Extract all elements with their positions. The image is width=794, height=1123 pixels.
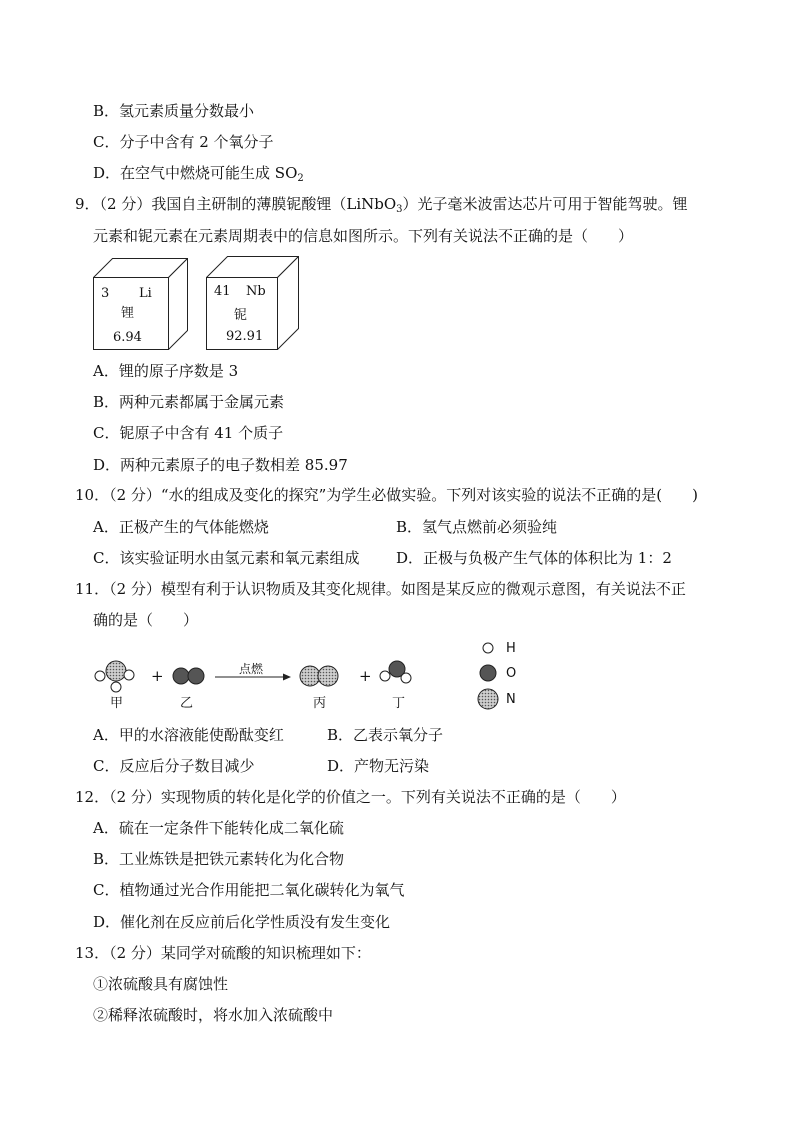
molecule-yi-o2 — [173, 668, 204, 684]
reaction-condition: 点燃 — [239, 662, 264, 676]
nb-atomic-mass: 92.91 — [226, 329, 264, 344]
q8-option-b: B．氢元素质量分数最小 — [93, 102, 255, 120]
q12-option-d: D．催化剂在反应前后化学性质没有发生变化 — [93, 913, 391, 931]
label-jia: 甲 — [110, 696, 124, 711]
legend-n-atom — [478, 689, 498, 709]
q11-option-a: A．甲的水溶液能使酚酞变红 — [93, 726, 284, 744]
q11-stem-line1: 11．（2 分）模型有利于认识物质及其变化规律。如图是某反应的微观示意图，有关说法不正 — [75, 580, 686, 598]
q10-option-b: B．氢气点燃前必须验纯 — [396, 518, 558, 536]
legend-label-n: N — [506, 692, 516, 707]
q12-option-b: B．工业炼铁是把铁元素转化为化合物 — [93, 850, 345, 868]
q13-stem: 13．（2 分）某同学对硫酸的知识梳理如下： — [75, 944, 371, 962]
molecule-bing-n2 — [300, 666, 338, 686]
molecule-ding-h2o — [380, 661, 411, 683]
q9-stem-line1: 9．（2 分）我国自主研制的薄膜铌酸锂（LiNbO$_3$）光子毫米波雷达芯片可用于智能驾驶。锂 — [75, 195, 688, 215]
q9-option-d: D．两种元素原子的电子数相差 85.97 — [93, 456, 348, 474]
q11-option-b: B．乙表示氧分子 — [327, 726, 444, 744]
q12-stem: 12．（2 分）实现物质的转化是化学的价值之一。下列有关说法不正确的是（ ） — [75, 788, 626, 806]
periodic-cell-niobium — [206, 256, 299, 350]
q10-option-d: D．正极与负极产生气体的体积比为 1：2 — [396, 549, 672, 567]
q12-option-a: A．硫在一定条件下能转化成二氧化硫 — [93, 819, 344, 837]
q10-option-c: C．该实验证明水由氢元素和氧元素组成 — [93, 549, 360, 567]
nb-symbol: Nb — [246, 284, 266, 299]
q13-item-1: ①浓硫酸具有腐蚀性 — [93, 975, 229, 993]
q9-option-c: C．铌原子中含有 41 个质子 — [93, 424, 284, 442]
label-bing: 丙 — [313, 696, 327, 711]
plus-sign-2: + — [359, 667, 372, 685]
li-atomic-mass: 6.94 — [113, 330, 142, 345]
q8-option-d: D．在空气中燃烧可能生成 $SO_2$ — [93, 164, 304, 184]
periodic-cell-lithium — [93, 258, 188, 350]
legend-o-atom — [480, 665, 496, 681]
li-symbol: Li — [139, 286, 152, 301]
nb-name: 铌 — [234, 308, 248, 323]
q11-stem-line2: 确的是（ ） — [93, 611, 199, 629]
q9-stem-line2: 元素和铌元素在元素周期表中的信息如图所示。下列有关说法不正确的是（ ） — [93, 227, 634, 245]
li-name: 锂 — [121, 306, 135, 321]
q9-option-a: A．锂的原子序数是 3 — [93, 362, 239, 380]
molecule-jia-nh3 — [95, 661, 134, 692]
q11-option-c: C．反应后分子数目减少 — [93, 757, 255, 775]
legend-atoms — [478, 643, 498, 709]
nb-atomic-number: 41 — [214, 284, 231, 299]
label-yi: 乙 — [180, 696, 194, 711]
q10-stem: 10．（2 分）“水的组成及变化的探究”为学生必做实验。下列对该实验的说法不正确的是( ) — [75, 486, 698, 504]
plus-sign-1: + — [151, 667, 164, 685]
q13-item-2: ②稀释浓硫酸时，将水加入浓硫酸中 — [93, 1006, 334, 1024]
label-ding: 丁 — [392, 696, 406, 711]
legend-label-h: H — [506, 641, 516, 656]
q12-option-c: C．植物通过光合作用能把二氧化碳转化为氧气 — [93, 881, 405, 899]
legend-h-atom — [483, 643, 493, 653]
q10-option-a: A．正极产生的气体能燃烧 — [93, 518, 269, 536]
q9-option-b: B．两种元素都属于金属元素 — [93, 393, 285, 411]
q8-option-c: C．分子中含有 2 个氧分子 — [93, 133, 274, 151]
legend-label-o: O — [506, 666, 517, 681]
li-atomic-number: 3 — [101, 286, 110, 301]
q11-option-d: D．产物无污染 — [327, 757, 430, 775]
